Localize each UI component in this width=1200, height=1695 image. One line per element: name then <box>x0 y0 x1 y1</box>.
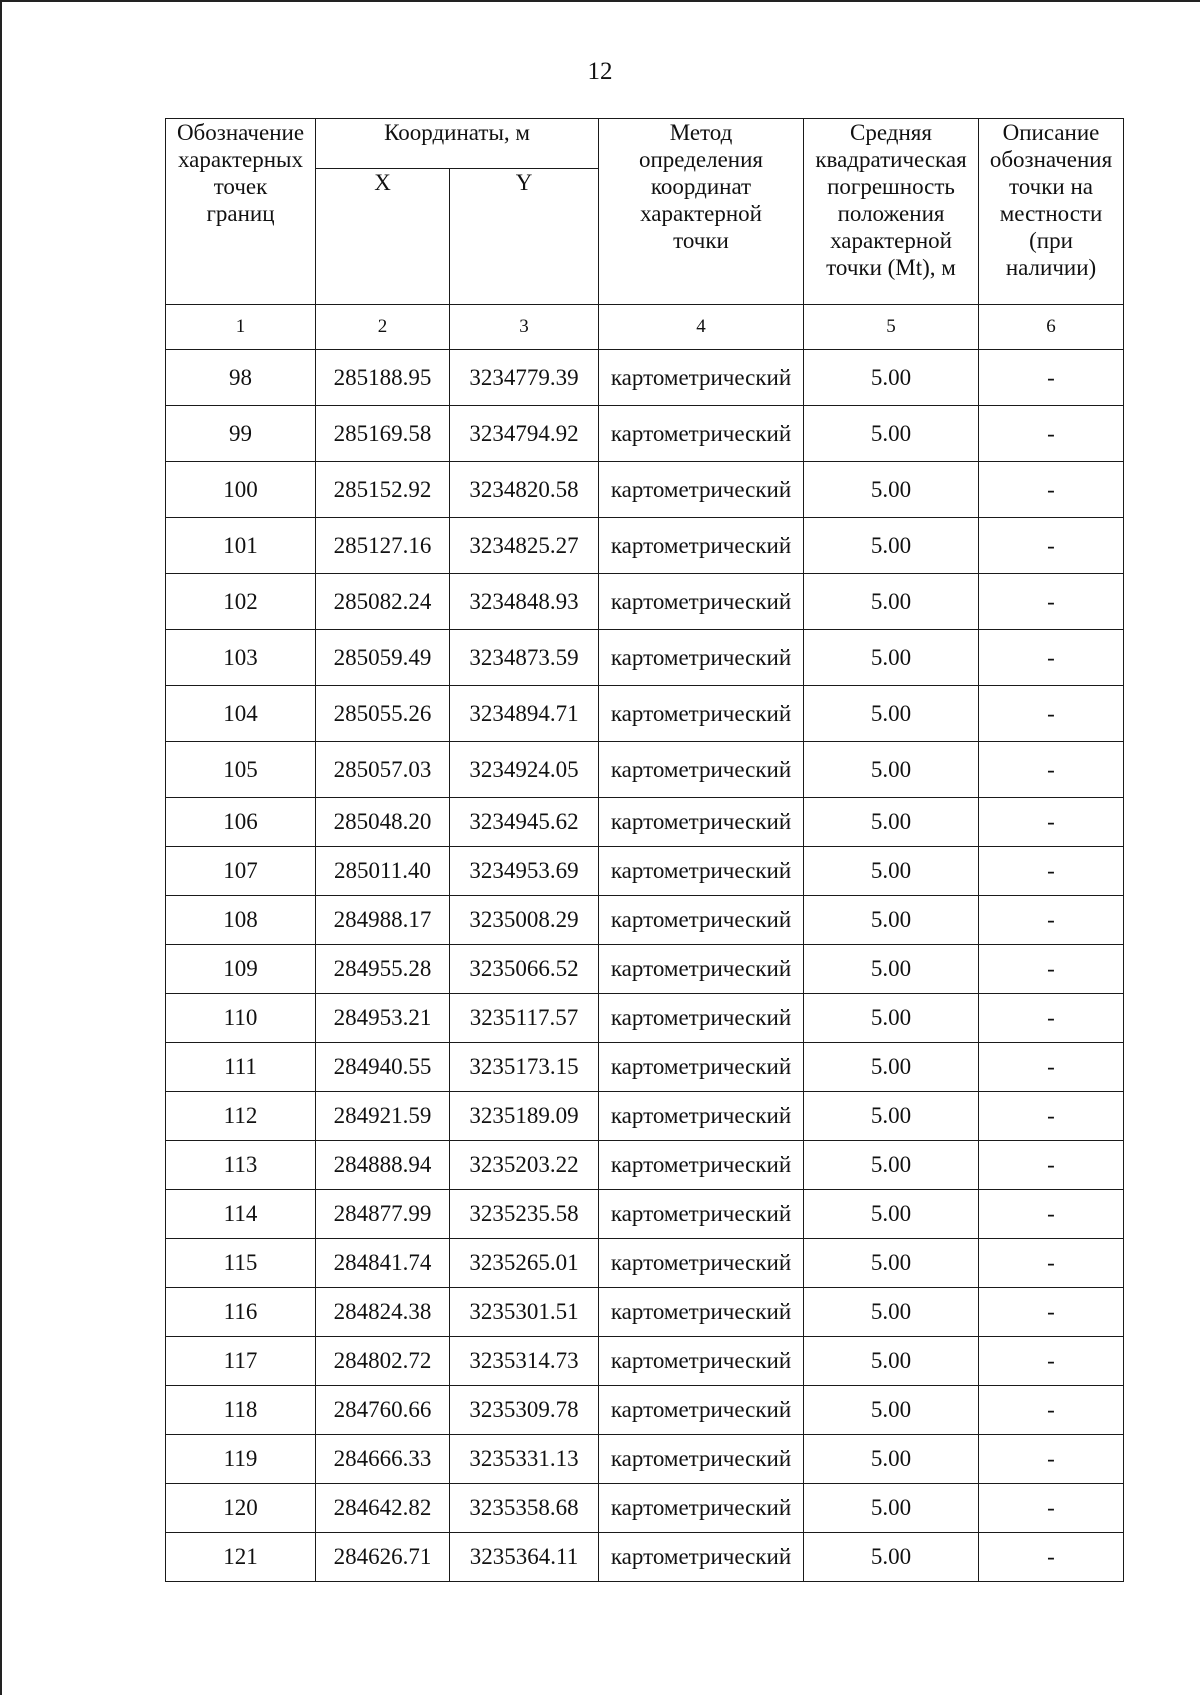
table-row <box>166 1239 1124 1288</box>
header-error-line: характерной <box>830 228 952 253</box>
point-cell: 102 <box>166 574 316 630</box>
method-cell: картометрический <box>599 630 804 686</box>
column-number: 1 <box>166 305 316 350</box>
column-number: 3 <box>450 305 599 350</box>
header-coordinates: Координаты, м <box>316 119 599 169</box>
x-cell: 285057.03 <box>316 742 450 798</box>
point-cell: 99 <box>166 406 316 462</box>
x-cell: 285082.24 <box>316 574 450 630</box>
description-cell: - <box>979 1337 1124 1386</box>
y-cell: 3235358.68 <box>450 1484 599 1533</box>
point-cell: 108 <box>166 896 316 945</box>
table-row <box>166 994 1124 1043</box>
table-row <box>166 406 1124 462</box>
y-cell: 3234825.27 <box>450 518 599 574</box>
x-cell: 285188.95 <box>316 350 450 406</box>
y-cell: 3235203.22 <box>450 1141 599 1190</box>
method-cell: картометрический <box>599 1190 804 1239</box>
error-cell: 5.00 <box>804 1435 979 1484</box>
y-cell: 3235364.11 <box>450 1533 599 1582</box>
point-cell: 98 <box>166 350 316 406</box>
x-cell: 285127.16 <box>316 518 450 574</box>
error-cell: 5.00 <box>804 1288 979 1337</box>
method-cell: картометрический <box>599 896 804 945</box>
table-row <box>166 1337 1124 1386</box>
table-row <box>166 798 1124 847</box>
y-cell: 3235117.57 <box>450 994 599 1043</box>
error-cell: 5.00 <box>804 1484 979 1533</box>
column-number: 5 <box>804 305 979 350</box>
description-cell: - <box>979 406 1124 462</box>
header-error-line: погрешность <box>827 174 955 199</box>
header-error-line: точки (Mt), м <box>826 255 956 280</box>
point-cell: 116 <box>166 1288 316 1337</box>
description-cell: - <box>979 1288 1124 1337</box>
point-cell: 103 <box>166 630 316 686</box>
header-designation-line: Обозначение <box>176 120 305 145</box>
method-cell: картометрический <box>599 1484 804 1533</box>
method-cell: картометрический <box>599 1043 804 1092</box>
y-cell: 3235173.15 <box>450 1043 599 1092</box>
error-cell: 5.00 <box>804 574 979 630</box>
x-cell: 285059.49 <box>316 630 450 686</box>
header-method-line: координат <box>650 174 752 199</box>
header-designation <box>166 119 316 305</box>
table-row <box>166 350 1124 406</box>
header-error-line: квадратическая <box>815 147 967 172</box>
method-cell: картометрический <box>599 994 804 1043</box>
header-description-line: (при <box>1029 228 1073 253</box>
description-cell: - <box>979 350 1124 406</box>
table-row <box>166 1141 1124 1190</box>
error-cell: 5.00 <box>804 406 979 462</box>
header-method-line: характерной <box>640 201 762 226</box>
description-cell: - <box>979 1386 1124 1435</box>
table-row <box>166 896 1124 945</box>
error-cell: 5.00 <box>804 1190 979 1239</box>
description-cell: - <box>979 1435 1124 1484</box>
table-row <box>166 1043 1124 1092</box>
error-cell: 5.00 <box>804 945 979 994</box>
column-number: 4 <box>599 305 804 350</box>
y-cell: 3235008.29 <box>450 896 599 945</box>
x-cell: 284841.74 <box>316 1239 450 1288</box>
x-cell: 284940.55 <box>316 1043 450 1092</box>
x-cell: 284921.59 <box>316 1092 450 1141</box>
x-cell: 284824.38 <box>316 1288 450 1337</box>
y-cell: 3235309.78 <box>450 1386 599 1435</box>
header-x: X <box>316 169 450 305</box>
y-cell: 3234794.92 <box>450 406 599 462</box>
error-cell: 5.00 <box>804 1533 979 1582</box>
header-error-line: Средняя <box>850 120 932 145</box>
y-cell: 3234894.71 <box>450 686 599 742</box>
x-cell: 285152.92 <box>316 462 450 518</box>
y-cell: 3235331.13 <box>450 1435 599 1484</box>
description-cell: - <box>979 1092 1124 1141</box>
point-cell: 105 <box>166 742 316 798</box>
x-cell: 284626.71 <box>316 1533 450 1582</box>
header-description-line: местности <box>999 201 1103 226</box>
point-cell: 100 <box>166 462 316 518</box>
table-row <box>166 1435 1124 1484</box>
description-cell: - <box>979 686 1124 742</box>
point-cell: 118 <box>166 1386 316 1435</box>
error-cell: 5.00 <box>804 994 979 1043</box>
description-cell: - <box>979 798 1124 847</box>
column-number-row <box>166 305 1124 350</box>
x-cell: 284888.94 <box>316 1141 450 1190</box>
point-cell: 110 <box>166 994 316 1043</box>
x-cell: 284988.17 <box>316 896 450 945</box>
table-row <box>166 462 1124 518</box>
point-cell: 119 <box>166 1435 316 1484</box>
x-cell: 285011.40 <box>316 847 450 896</box>
header-method <box>599 119 804 305</box>
header-method-line: точки <box>673 228 729 253</box>
error-cell: 5.00 <box>804 896 979 945</box>
description-cell: - <box>979 462 1124 518</box>
y-cell: 3234924.05 <box>450 742 599 798</box>
description-cell: - <box>979 1190 1124 1239</box>
point-cell: 109 <box>166 945 316 994</box>
description-cell: - <box>979 742 1124 798</box>
point-cell: 117 <box>166 1337 316 1386</box>
method-cell: картометрический <box>599 686 804 742</box>
method-cell: картометрический <box>599 350 804 406</box>
error-cell: 5.00 <box>804 1043 979 1092</box>
method-cell: картометрический <box>599 847 804 896</box>
table-row <box>166 847 1124 896</box>
method-cell: картометрический <box>599 1141 804 1190</box>
method-cell: картометрический <box>599 1239 804 1288</box>
method-cell: картометрический <box>599 1386 804 1435</box>
method-cell: картометрический <box>599 742 804 798</box>
table-row <box>166 518 1124 574</box>
description-cell: - <box>979 1484 1124 1533</box>
error-cell: 5.00 <box>804 1092 979 1141</box>
error-cell: 5.00 <box>804 1239 979 1288</box>
error-cell: 5.00 <box>804 350 979 406</box>
x-cell: 284642.82 <box>316 1484 450 1533</box>
table-row <box>166 630 1124 686</box>
description-cell: - <box>979 630 1124 686</box>
table-row <box>166 1484 1124 1533</box>
error-cell: 5.00 <box>804 1337 979 1386</box>
error-cell: 5.00 <box>804 1386 979 1435</box>
point-cell: 111 <box>166 1043 316 1092</box>
method-cell: картометрический <box>599 518 804 574</box>
method-cell: картометрический <box>599 798 804 847</box>
header-error-line: положения <box>837 201 945 226</box>
y-cell: 3235066.52 <box>450 945 599 994</box>
page-number: 12 <box>587 58 613 85</box>
header-description-line: Описание <box>1002 120 1100 145</box>
description-cell: - <box>979 1533 1124 1582</box>
point-cell: 104 <box>166 686 316 742</box>
method-cell: картометрический <box>599 1337 804 1386</box>
description-cell: - <box>979 574 1124 630</box>
point-cell: 114 <box>166 1190 316 1239</box>
description-cell: - <box>979 1141 1124 1190</box>
point-cell: 115 <box>166 1239 316 1288</box>
header-designation-line: границ <box>206 201 275 226</box>
method-cell: картометрический <box>599 1092 804 1141</box>
table-row <box>166 1092 1124 1141</box>
x-cell: 284953.21 <box>316 994 450 1043</box>
table-row <box>166 1190 1124 1239</box>
point-cell: 101 <box>166 518 316 574</box>
y-cell: 3235301.51 <box>450 1288 599 1337</box>
table-row <box>166 1533 1124 1582</box>
y-cell: 3234779.39 <box>450 350 599 406</box>
header-designation-line: точек <box>213 174 268 199</box>
description-cell: - <box>979 847 1124 896</box>
y-cell: 3234873.59 <box>450 630 599 686</box>
y-cell: 3234953.69 <box>450 847 599 896</box>
method-cell: картометрический <box>599 1288 804 1337</box>
y-cell: 3235235.58 <box>450 1190 599 1239</box>
table-row <box>166 686 1124 742</box>
error-cell: 5.00 <box>804 798 979 847</box>
x-cell: 284877.99 <box>316 1190 450 1239</box>
table-row <box>166 574 1124 630</box>
y-cell: 3234848.93 <box>450 574 599 630</box>
error-cell: 5.00 <box>804 686 979 742</box>
x-cell: 284802.72 <box>316 1337 450 1386</box>
error-cell: 5.00 <box>804 1141 979 1190</box>
description-cell: - <box>979 896 1124 945</box>
column-number: 2 <box>316 305 450 350</box>
error-cell: 5.00 <box>804 462 979 518</box>
point-cell: 107 <box>166 847 316 896</box>
header-description-line: обозначения <box>989 147 1113 172</box>
header-description-line: точки на <box>1009 174 1093 199</box>
description-cell: - <box>979 1239 1124 1288</box>
page-edge-top <box>0 0 1200 2</box>
description-cell: - <box>979 945 1124 994</box>
description-cell: - <box>979 994 1124 1043</box>
header-error <box>804 119 979 305</box>
error-cell: 5.00 <box>804 518 979 574</box>
point-cell: 121 <box>166 1533 316 1582</box>
y-cell: 3234945.62 <box>450 798 599 847</box>
method-cell: картометрический <box>599 945 804 994</box>
header-method-line: определения <box>639 147 764 172</box>
table-row <box>166 1288 1124 1337</box>
error-cell: 5.00 <box>804 847 979 896</box>
description-cell: - <box>979 1043 1124 1092</box>
x-cell: 285169.58 <box>316 406 450 462</box>
method-cell: картометрический <box>599 574 804 630</box>
error-cell: 5.00 <box>804 742 979 798</box>
method-cell: картометрический <box>599 406 804 462</box>
table-row <box>166 1386 1124 1435</box>
y-cell: 3235189.09 <box>450 1092 599 1141</box>
header-description <box>979 119 1124 305</box>
method-cell: картометрический <box>599 1435 804 1484</box>
x-cell: 284666.33 <box>316 1435 450 1484</box>
header-row <box>166 119 1124 169</box>
header-y: Y <box>450 169 599 305</box>
header-method-line: Метод <box>669 120 733 145</box>
x-cell: 285048.20 <box>316 798 450 847</box>
y-cell: 3235314.73 <box>450 1337 599 1386</box>
x-cell: 284955.28 <box>316 945 450 994</box>
header-description-line: наличии) <box>1005 255 1097 280</box>
method-cell: картометрический <box>599 1533 804 1582</box>
point-cell: 112 <box>166 1092 316 1141</box>
y-cell: 3234820.58 <box>450 462 599 518</box>
header-designation-line: характерных <box>177 147 303 172</box>
page-edge-left <box>0 0 2 1695</box>
x-cell: 285055.26 <box>316 686 450 742</box>
table-row <box>166 742 1124 798</box>
column-number: 6 <box>979 305 1124 350</box>
error-cell: 5.00 <box>804 630 979 686</box>
table-body <box>166 350 1124 1582</box>
x-cell: 284760.66 <box>316 1386 450 1435</box>
y-cell: 3235265.01 <box>450 1239 599 1288</box>
table-row <box>166 945 1124 994</box>
point-cell: 113 <box>166 1141 316 1190</box>
point-cell: 106 <box>166 798 316 847</box>
coordinates-table <box>165 118 1124 1582</box>
point-cell: 120 <box>166 1484 316 1533</box>
description-cell: - <box>979 518 1124 574</box>
method-cell: картометрический <box>599 462 804 518</box>
